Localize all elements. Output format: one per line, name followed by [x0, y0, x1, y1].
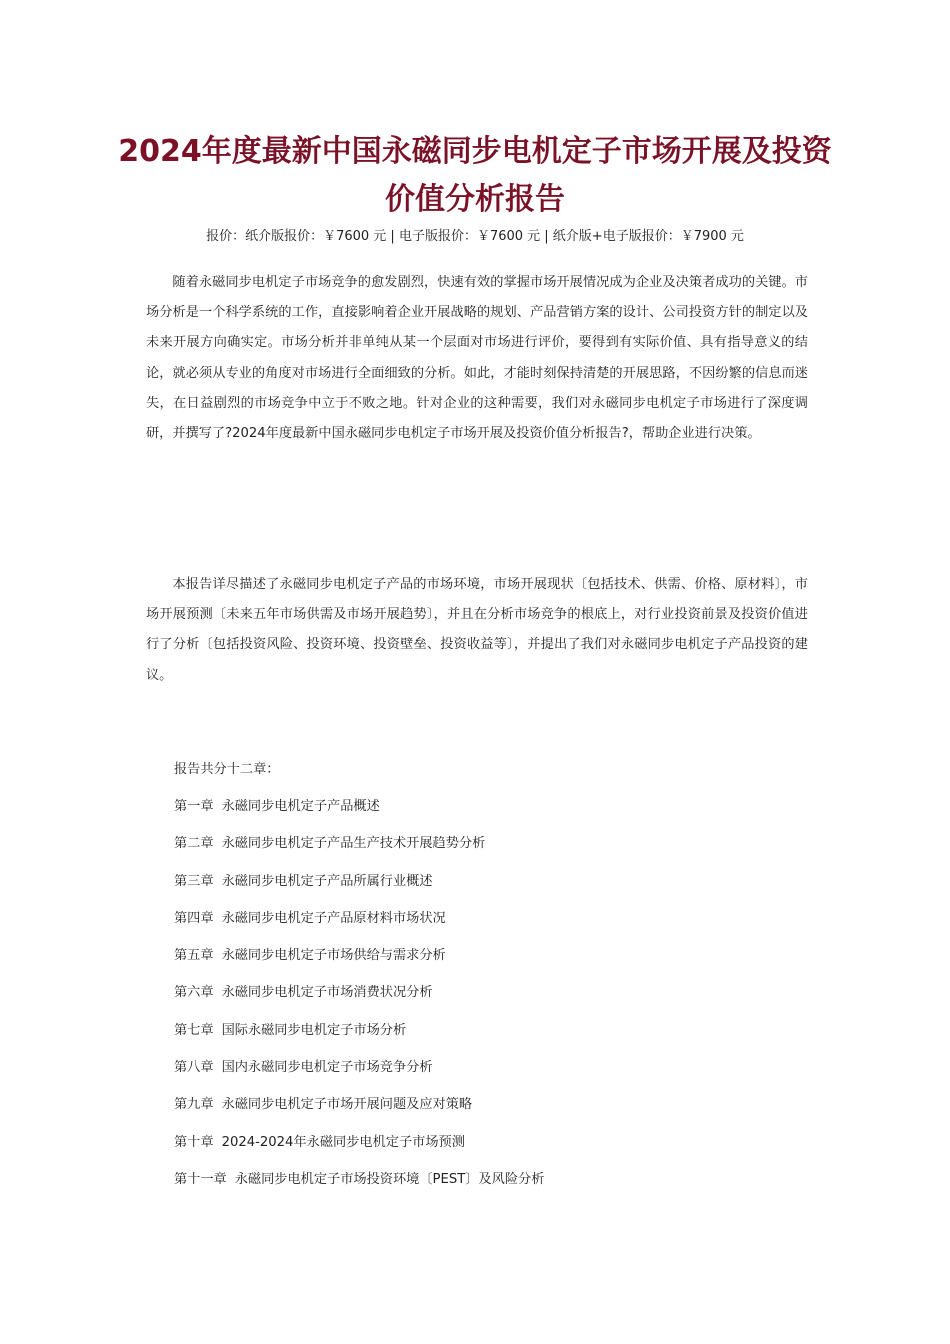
report-title: 2024年度最新中国永磁同步电机定子市场开展及投资价值分析报告 — [118, 134, 832, 217]
chapter-item — [174, 1095, 544, 1132]
chapter-number: 第一章 — [174, 799, 214, 814]
intro-paragraph: 随着永磁同步电机定子市场竞争的愈发剧烈，快速有效的掌握市场开展情况成为企业及决策者成功的关键。市场分析是一个科学系统的工作，直接影响着企业开展战略的规划、产品营销方案的设计、公司投资方针的制定以及未来开展方向确实定。市场分析并非单纯从某一个层面对市场进行评价，要得到有实际价值、具有指导意义的结论，就必须从专业的角度对市场进行全面细致的分析。如此，才能时刻保持清楚的开展思路，不因纷繁的信息而迷失，在日益剧烈的市场竞争中立于不败之地。针对企业的这种需要，我们对永磁同步电机定子市场进行了深度调研，并撰写了?2024年度最新中国永磁同步电机定子市场开展及投资价值分析报告?，帮助企业进行决策。 — [146, 275, 808, 442]
chapter-number: 第五章 — [174, 948, 214, 964]
chapter-item — [174, 834, 544, 871]
chapter-item — [174, 909, 544, 946]
chapter-title: 国内永磁同步电机定子市场竞争分析 — [221, 1060, 433, 1076]
chapter-number: 第四章 — [174, 910, 214, 926]
description-paragraph: 本报告详尽描述了永磁同步电机定子产品的市场环境，市场开展现状〔包括技术、供需、价格、原材料〕，市场开展预测〔未来五年市场供需及市场开展趋势〕，并且在分析市场竞争的根底上，对行业投资前景及投资价值进行了分析〔包括投资风险、投资环境、投资壁垒、投资收益等〕，并提出了我们对永磁同步电机定子产品投资的建议。 — [146, 577, 808, 683]
chapter-item — [174, 1058, 544, 1095]
chapter-number: 第七章 — [174, 1022, 214, 1038]
chapter-number: 第二章 — [174, 836, 214, 852]
chapter-title: 永磁同步电机定子市场消费状况分析 — [221, 985, 433, 1001]
chapter-title: 2024-2024年永磁同步电机定子市场预测 — [221, 1134, 465, 1150]
chapter-item — [174, 946, 544, 983]
chapter-item — [174, 1021, 544, 1058]
chapter-number: 第六章 — [174, 985, 214, 1001]
chapter-title: 永磁同步电机定子市场供给与需求分析 — [221, 948, 446, 964]
chapter-list — [174, 797, 544, 1207]
chapter-number: 第九章 — [174, 1097, 214, 1113]
chapter-title: 永磁同步电机定子市场开展问题及应对策略 — [221, 1097, 473, 1113]
chapter-title: 永磁同步电机定子市场投资环境〔PEST〕及风险分析 — [234, 1171, 545, 1187]
chapter-item — [174, 872, 544, 909]
chapter-item — [174, 797, 544, 834]
chapter-item — [174, 1170, 544, 1207]
chapter-title: 永磁同步电机定子产品所属行业概述 — [221, 873, 433, 889]
chapter-item — [174, 983, 544, 1020]
chapter-number: 第十章 — [174, 1134, 214, 1150]
chapter-item — [174, 1133, 544, 1170]
chapter-number: 第三章 — [174, 873, 214, 889]
chapter-number: 第八章 — [174, 1060, 214, 1076]
chapter-title: 永磁同步电机定子产品生产技术开展趋势分析 — [221, 836, 486, 852]
chapter-title: 永磁同步电机定子产品原材料市场状况 — [221, 910, 446, 926]
chapter-title: 永磁同步电机定子产品概述 — [221, 799, 380, 814]
chapter-title: 国际永磁同步电机定子市场分析 — [221, 1022, 407, 1038]
toc-heading: 报告共分十二章： — [174, 762, 280, 777]
price-line: 报价：纸介版报价：￥7600 元 | 电子版报价：￥7600 元 | 纸介版+电子版报价：￥7900 元 — [206, 229, 744, 244]
chapter-number: 第十一章 — [174, 1171, 227, 1187]
